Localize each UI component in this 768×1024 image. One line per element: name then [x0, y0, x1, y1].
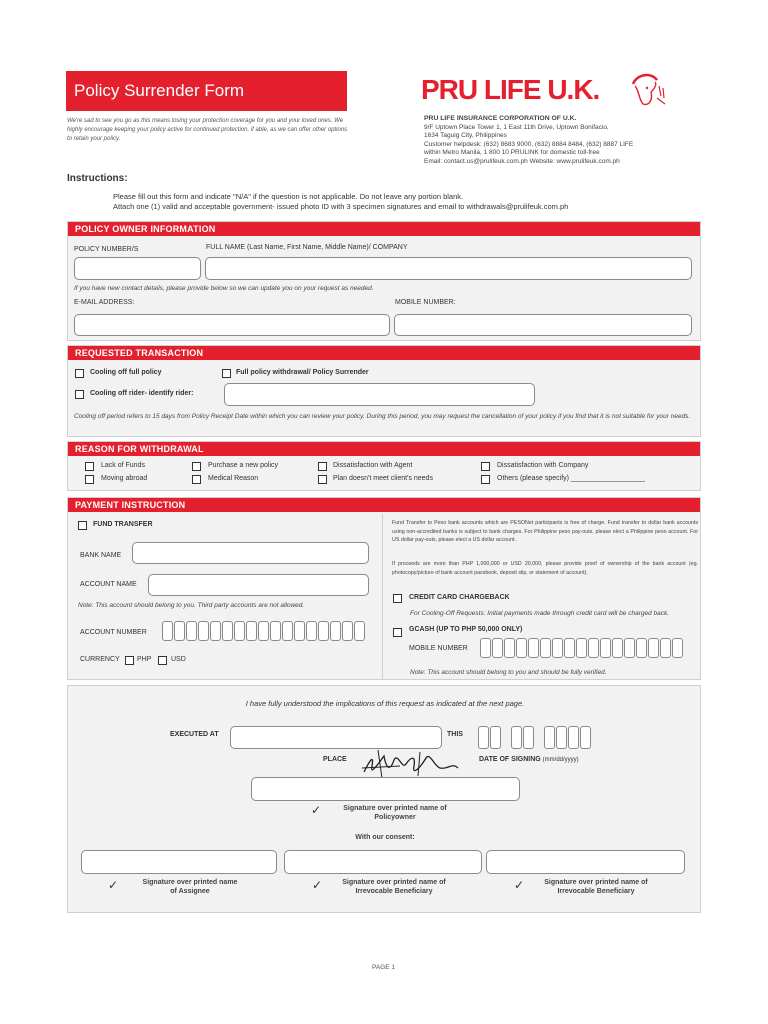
date-digit[interactable] — [556, 726, 567, 749]
reason-plan-needs-label: Plan doesn't meet client's needs — [333, 475, 433, 482]
rider-input[interactable] — [224, 383, 535, 406]
reason-heading: REASON FOR WITHDRAWAL — [68, 442, 700, 456]
policy-number-input[interactable] — [74, 257, 201, 280]
payment-heading: PAYMENT INSTRUCTION — [68, 498, 700, 512]
full-name-label: FULL NAME (Last Name, First Name, Middle Name)/ COMPANY — [206, 244, 408, 251]
credit-card-label: CREDIT CARD CHARGEBACK — [409, 594, 510, 601]
account-name-input[interactable] — [148, 574, 369, 596]
instruction-line-2: Attach one (1) valid and acceptable government- issued photo ID with 3 specimen signatures and email to withdrawals@prulifeuk.com.ph — [113, 202, 569, 211]
policy-owner-section — [67, 221, 701, 341]
payment-section — [67, 497, 701, 680]
proceeds-note: If proceeds are more than PHP 1,000,000 or USD 20,000, please provide proof of ownership of the bank account (eg. photocopy/picture of bank account passbook, deposit slip, or statement of account). — [392, 561, 698, 576]
date-digit[interactable] — [490, 726, 501, 749]
currency-label: CURRENCY — [80, 656, 120, 663]
assignee-signature-input[interactable] — [81, 850, 277, 874]
owner-signature-line2: Policyowner — [374, 813, 416, 821]
reason-company-label: Dissatisfaction with Company — [497, 462, 589, 469]
gcash-digit[interactable] — [624, 638, 635, 658]
gcash-digit[interactable] — [528, 638, 539, 658]
checkmark-icon: ✓ — [514, 878, 525, 892]
reason-moving-abroad-checkbox[interactable] — [85, 475, 94, 484]
mobile-label: MOBILE NUMBER: — [395, 299, 456, 306]
account-digit[interactable] — [258, 621, 269, 641]
executed-at-label: EXECUTED AT — [170, 731, 219, 738]
gcash-digit[interactable] — [504, 638, 515, 658]
company-tollfree: within Metro Manila, 1 800 10 PRULINK for domestic toll-free — [424, 149, 600, 157]
cooling-off-rider-label: Cooling off rider- identify rider: — [90, 390, 194, 397]
account-digit[interactable] — [198, 621, 209, 641]
gcash-digit[interactable] — [660, 638, 671, 658]
reason-medical-checkbox[interactable] — [192, 475, 201, 484]
account-digit[interactable] — [354, 621, 365, 641]
gcash-note: Note: This account should belong to you and should be fully verified. — [410, 669, 607, 676]
form-title: Policy Surrender Form — [66, 71, 347, 111]
reason-moving-abroad-label: Moving abroad — [101, 475, 148, 482]
fund-transfer-checkbox[interactable] — [78, 521, 87, 530]
date-of-signing-text: DATE OF SIGNING — [479, 756, 541, 763]
this-label: THIS — [447, 731, 463, 738]
instructions-text — [113, 192, 713, 212]
gcash-mobile-label: MOBILE NUMBER — [409, 645, 468, 652]
logo-text: PRU LIFE U.K. — [421, 74, 600, 105]
account-digit[interactable] — [174, 621, 185, 641]
account-digit[interactable] — [294, 621, 305, 641]
checkmark-icon: ✓ — [312, 878, 323, 892]
reason-company-checkbox[interactable] — [481, 462, 490, 471]
email-input[interactable] — [74, 314, 390, 336]
email-label: E-MAIL ADDRESS: — [74, 299, 135, 306]
reason-others-label: Others (please specify) ___________________ — [497, 475, 645, 482]
contact-note: If you have new contact details, please provide below so we can update you on your request as needed. — [74, 285, 374, 292]
company-logo — [421, 74, 681, 114]
checkmark-icon: ✓ — [311, 803, 322, 817]
full-withdrawal-checkbox[interactable] — [222, 369, 231, 378]
bank-name-input[interactable] — [132, 542, 369, 564]
account-number-label: ACCOUNT NUMBER — [80, 629, 147, 636]
date-digit[interactable] — [544, 726, 555, 749]
full-withdrawal-label: Full policy withdrawal/ Policy Surrender — [236, 369, 369, 376]
beneficiary-signature-label-1 — [324, 879, 464, 896]
gcash-digit[interactable] — [600, 638, 611, 658]
owner-signature-label — [325, 805, 465, 822]
account-digit[interactable] — [246, 621, 257, 641]
policy-owner-heading: POLICY OWNER INFORMATION — [68, 222, 700, 236]
beneficiary-signature-input-1[interactable] — [284, 850, 482, 874]
bank-name-label: BANK NAME — [80, 552, 122, 559]
understood-statement: I have fully understood the implications of this request as indicated at the next page. — [245, 699, 525, 708]
reason-new-policy-label: Purchase a new policy — [208, 462, 279, 469]
account-digit[interactable] — [162, 621, 173, 641]
account-digit[interactable] — [306, 621, 317, 641]
account-digit[interactable] — [342, 621, 353, 641]
date-format-text: (mm/dd/yyyy) — [542, 757, 579, 763]
gcash-digit[interactable] — [588, 638, 599, 658]
company-address-2: 1634 Taguig City, Philippines — [424, 132, 507, 140]
account-digit[interactable] — [234, 621, 245, 641]
date-digit[interactable] — [580, 726, 591, 749]
transaction-heading: REQUESTED TRANSACTION — [68, 346, 700, 360]
cooling-off-note: Cooling off period refers to 15 days from Policy Receipt Date within which you can review your policy. During this period, you may request the cancellation of your policy if you find that it is not suitable for your needs. — [74, 413, 691, 420]
policy-number-label: POLICY NUMBER/S — [74, 246, 139, 253]
page-number: PAGE 1 — [372, 964, 396, 971]
instruction-line-1: Please fill out this form and indicate "N/A" if the question is not applicable. Do not leave any portion blank. — [113, 192, 464, 201]
owner-signature-line1: Signature over printed name of — [343, 805, 447, 812]
company-name: PRU LIFE INSURANCE CORPORATION OF U.K. — [424, 115, 577, 122]
reason-lack-of-funds-label: Lack of Funds — [101, 462, 145, 469]
cooling-off-full-checkbox[interactable] — [75, 369, 84, 378]
beneficiary2-line2: Irrevocable Beneficiary — [557, 887, 635, 895]
gcash-digit[interactable] — [636, 638, 647, 658]
account-digit[interactable] — [210, 621, 221, 641]
date-digit[interactable] — [478, 726, 489, 749]
company-helpdesk: Customer helpdesk: (632) 8683 9000, (632) 8884 8484, (632) 8887 LIFE — [424, 140, 634, 148]
gcash-digit[interactable] — [576, 638, 587, 658]
cooling-off-full-label: Cooling off full policy — [90, 369, 162, 376]
reason-others-checkbox[interactable] — [481, 475, 490, 484]
place-label: PLACE — [323, 756, 347, 763]
gcash-digit[interactable] — [540, 638, 551, 658]
cooling-off-rider-checkbox[interactable] — [75, 390, 84, 399]
account-digit[interactable] — [186, 621, 197, 641]
assignee-line2: of Assignee — [170, 887, 210, 895]
company-email-web: Email: contact.us@prulifeuk.com.ph Website: www.prulifeuk.com.ph — [424, 157, 620, 165]
account-note: Note: This account should belong to you. Third party accounts are not allowed. — [78, 602, 305, 609]
fund-transfer-label: FUND TRANSFER — [93, 521, 153, 528]
currency-php-checkbox[interactable] — [125, 656, 134, 665]
beneficiary-signature-label-2 — [526, 879, 666, 896]
gcash-digit[interactable] — [552, 638, 563, 658]
reason-section — [67, 441, 701, 491]
credit-card-note: For Cooling-Off Requests: Initial payments made through credit card will be charged back. — [410, 610, 670, 617]
account-digit[interactable] — [270, 621, 281, 641]
company-info — [424, 115, 704, 167]
instructions-heading: Instructions: — [67, 173, 128, 184]
gcash-digit[interactable] — [516, 638, 527, 658]
currency-php-label: PHP — [137, 656, 152, 663]
checkmark-icon: ✓ — [108, 878, 119, 892]
gcash-digit[interactable] — [564, 638, 575, 658]
gcash-checkbox[interactable] — [393, 628, 402, 637]
account-digit[interactable] — [318, 621, 329, 641]
currency-usd-label: USD — [171, 656, 186, 663]
company-address-1: 9/F Uptown Place Tower 1, 1 East 11th Drive, Uptown Bonifacio, — [424, 123, 609, 131]
consent-label: With our consent: — [355, 834, 415, 841]
transaction-section — [67, 345, 701, 437]
credit-card-checkbox[interactable] — [393, 594, 402, 603]
assignee-signature-label — [120, 879, 260, 896]
account-digit[interactable] — [282, 621, 293, 641]
beneficiary1-line1: Signature over printed name of — [342, 879, 446, 886]
beneficiary-signature-input-2[interactable] — [486, 850, 685, 874]
fund-transfer-note: Fund Transfer to Peso bank accounts which are PESONet participants is free of charge. Fund transfer to dollar bank accounts using non-accredited banks is subject to bank charges. For Philippine peso pay-outs, please elect a Philippine peso account. For US dollar pay-outs, please elect a US dollar account. — [392, 520, 698, 544]
reason-lack-of-funds-checkbox[interactable] — [85, 462, 94, 471]
gcash-digit[interactable] — [480, 638, 491, 658]
mascot-icon — [621, 70, 669, 110]
gcash-digit[interactable] — [612, 638, 623, 658]
beneficiary1-line2: Irrevocable Beneficiary — [355, 887, 433, 895]
mobile-input[interactable] — [394, 314, 692, 336]
date-digit[interactable] — [568, 726, 579, 749]
intro-text: We're sad to see you go as this means losing your protection coverage for you and your loved ones. We highly encourage keeping your policy active for continued protection, if able, as we can offer other options to retain your policy. — [67, 118, 348, 142]
gcash-digit[interactable] — [672, 638, 683, 658]
gcash-digit[interactable] — [492, 638, 503, 658]
assignee-line1: Signature over printed name — [142, 879, 238, 886]
currency-usd-checkbox[interactable] — [158, 656, 167, 665]
beneficiary2-line1: Signature over printed name of — [544, 879, 648, 886]
reason-new-policy-checkbox[interactable] — [192, 462, 201, 471]
payment-divider — [382, 514, 383, 680]
owner-signature-input[interactable] — [251, 777, 520, 801]
account-name-label: ACCOUNT NAME — [80, 581, 137, 588]
reason-agent-checkbox[interactable] — [318, 462, 327, 471]
date-of-signing-label — [479, 756, 579, 763]
reason-medical-label: Medical Reason — [208, 475, 259, 482]
signing-section — [67, 685, 701, 913]
date-digit[interactable] — [523, 726, 534, 749]
account-digit[interactable] — [222, 621, 233, 641]
full-name-input[interactable] — [205, 257, 692, 280]
account-digit[interactable] — [330, 621, 341, 641]
gcash-digit[interactable] — [648, 638, 659, 658]
date-digit[interactable] — [511, 726, 522, 749]
gcash-label: GCASH (UP TO PHP 50,000 ONLY) — [409, 626, 523, 633]
reason-plan-needs-checkbox[interactable] — [318, 475, 327, 484]
reason-agent-label: Dissatisfaction with Agent — [333, 462, 413, 469]
